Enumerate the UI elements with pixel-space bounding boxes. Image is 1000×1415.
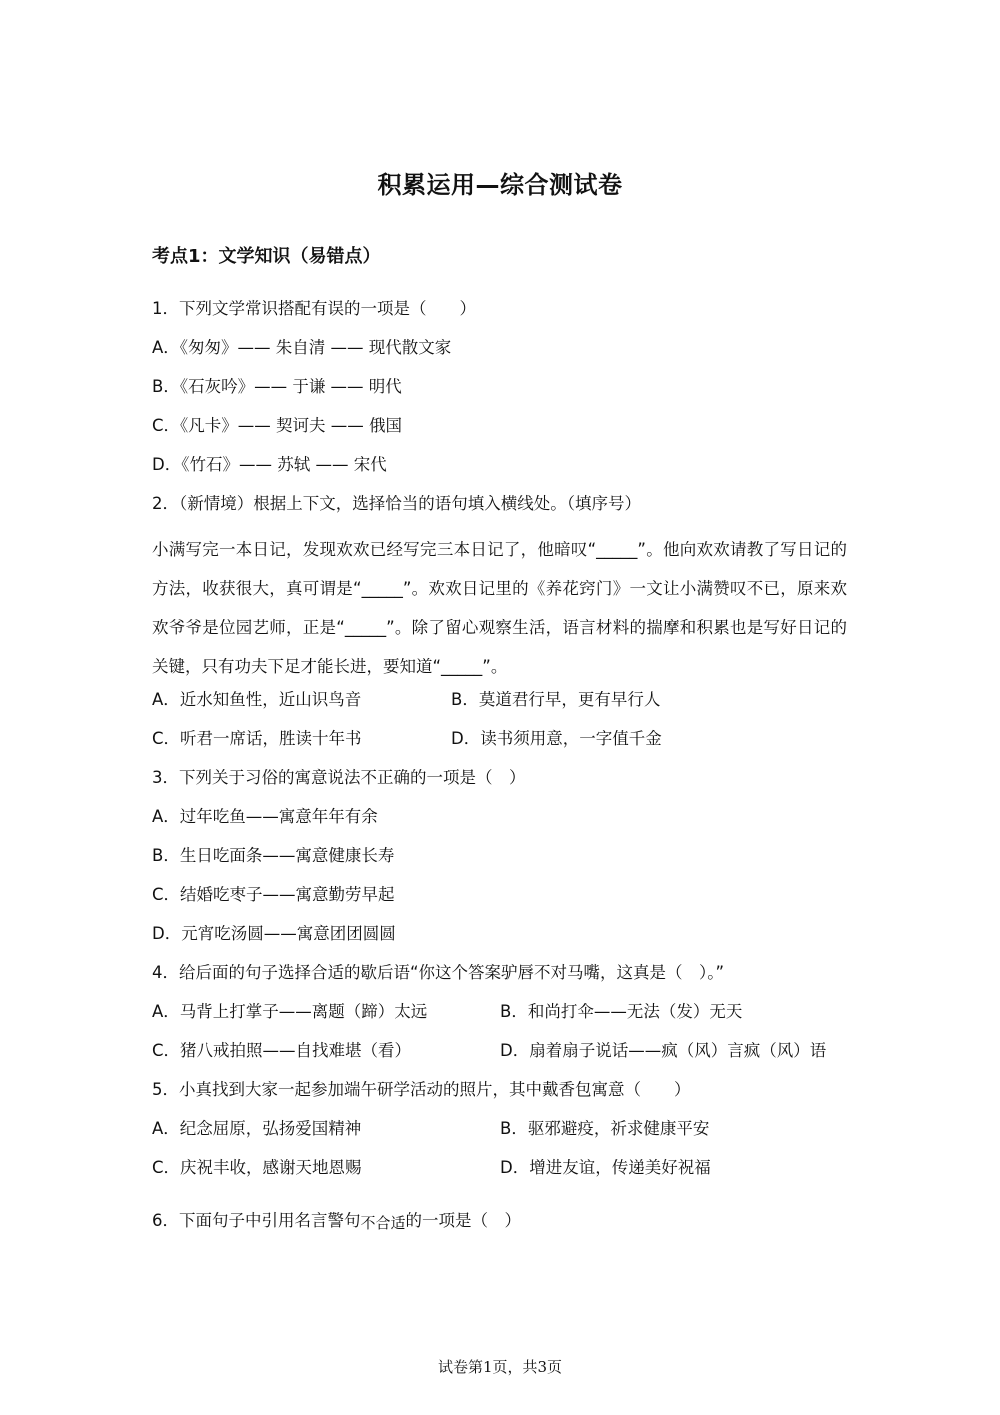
question-1-option-d: D．《竹石》—— 苏轼 —— 宋代: [152, 455, 387, 474]
question-3-stem: 3．下列关于习俗的寓意说法不正确的一项是（ ）: [152, 768, 526, 787]
question-6-stem-end: 的一项是（ ）: [405, 1211, 522, 1230]
question-2-option-a: A．近水知鱼性，近山识鸟音: [152, 690, 362, 709]
question-5-option-c: C．庆祝丰收，感谢天地恩赐: [152, 1158, 362, 1177]
question-3-option-a: A．过年吃鱼——寓意年年有余: [152, 807, 378, 826]
question-4-option-a: A．马背上打掌子——离题（蹄）太远: [152, 1002, 428, 1021]
page-footer: 试卷第1页，共3页: [437, 1358, 563, 1376]
document-title: 积累运用—综合测试卷: [377, 171, 623, 199]
question-6-stem: [152, 1209, 521, 1235]
question-4-option-c: C．猪八戒拍照——自找难堪（看）: [152, 1041, 412, 1060]
question-1-option-b: B．《石灰吟》—— 于谦 —— 明代: [152, 377, 402, 396]
question-1-stem: 1．下列文学常识搭配有误的一项是（ ）: [152, 299, 476, 318]
question-2-option-c: C．听君一席话，胜读十年书: [152, 729, 362, 748]
question-2-stem: 2．（新情境）根据上下文，选择恰当的语句填入横线处。（填序号）: [152, 494, 641, 513]
question-4-option-b: B．和尚打伞——无法（发）无天: [500, 1002, 743, 1021]
question-5-option-a: A．纪念屈原，弘扬爱国精神: [152, 1119, 362, 1138]
question-6-stem-emphasis: 不合适: [360, 1214, 406, 1232]
question-3-option-c: C．结婚吃枣子——寓意勤劳早起: [152, 885, 395, 904]
question-3-option-d: D．元宵吃汤圆——寓意团团圆圆: [152, 924, 396, 943]
question-3-option-b: B．生日吃面条——寓意健康长寿: [152, 846, 395, 865]
question-4-stem: 4．给后面的句子选择合适的歇后语“你这个答案驴唇不对马嘴，这真是（ ）。”: [152, 963, 725, 982]
question-1-option-a: A．《匆匆》—— 朱自清 —— 现代散文家: [152, 338, 452, 357]
question-2-passage: 小满写完一本日记，发现欢欢已经写完三本日记了，他暗叹“_____”。他向欢欢请教了写日记的方法，收获很大，真可谓是“_____”。欢欢日记里的《养花窍门》一文让小满赞叹不已，原来欢欢爷爷是位园艺师，正是“_____”。除了留心观察生活，语言材料的揣摩和积累也是写好日记的关键，只有功夫下足才能长进，要知道“_____”。: [152, 540, 847, 676]
question-5-option-b: B．驱邪避疫，祈求健康平安: [500, 1119, 710, 1138]
question-2-option-d: D．读书须用意，一字值千金: [451, 729, 662, 748]
question-6-stem-start: 6．下面句子中引用名言警句: [152, 1211, 361, 1230]
question-5-stem: 5．小真找到大家一起参加端午研学活动的照片，其中戴香包寓意（ ）: [152, 1080, 691, 1099]
question-4-option-d: D．扇着扇子说话——疯（风）言疯（风）语: [500, 1041, 827, 1060]
question-2-option-b: B．莫道君行早，更有早行人: [451, 690, 661, 709]
question-5-option-d: D．增进友谊，传递美好祝福: [500, 1158, 711, 1177]
section-heading: 考点1：文学知识（易错点）: [152, 246, 381, 267]
question-1-option-c: C．《凡卡》—— 契诃夫 —— 俄国: [152, 416, 403, 435]
